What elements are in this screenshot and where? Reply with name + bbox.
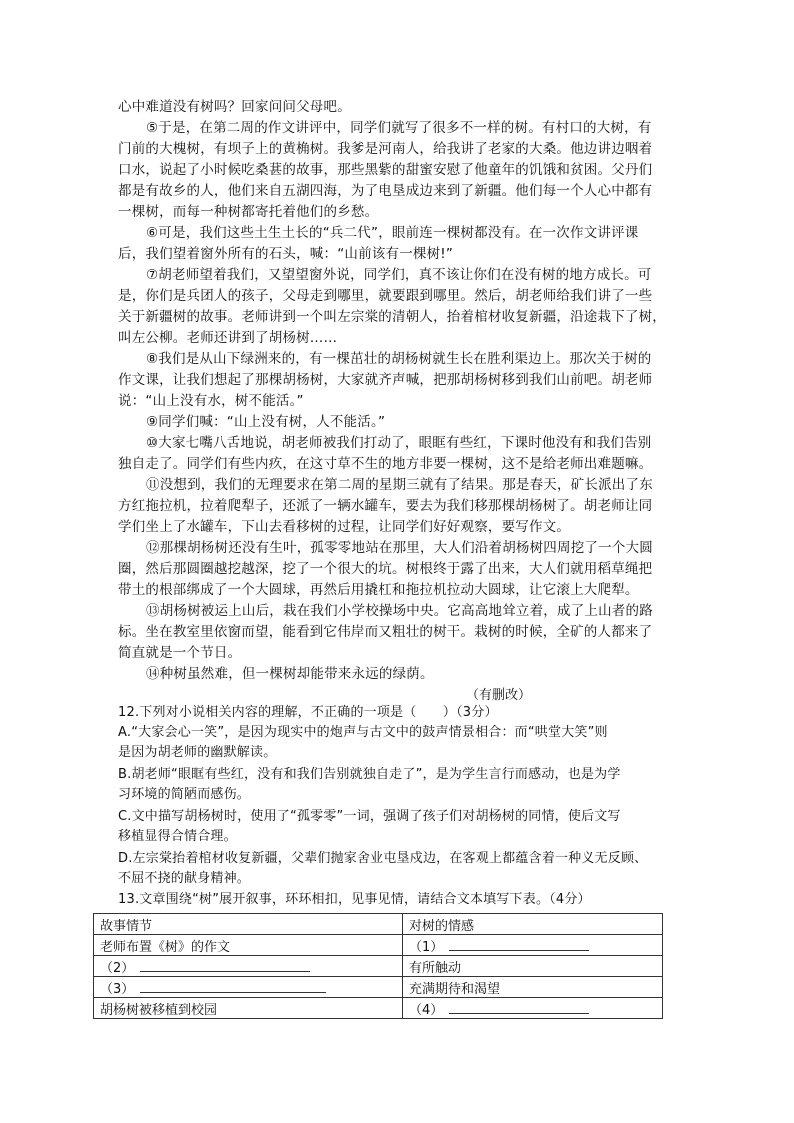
passage-line: ⑨同学们喊：“山上没有树，人不能活。” <box>146 414 386 430</box>
passage-line: 作文课，让我们想起了那棵胡杨树，大家就齐声喊，把那胡杨树移到我们山前吧。胡老师 <box>118 372 653 388</box>
passage-line: 都是有故乡的人，他们来自五湖四海，为了电垦成边来到了新疆。他们每一个人心中都有 <box>118 183 653 199</box>
passage-line: ⑥可是，我们这些土生土长的“兵二代”，眼前连一棵树都没有。在一次作文讲评课 <box>146 225 639 241</box>
table-cell <box>403 977 663 998</box>
table-cell <box>403 935 663 956</box>
table-header: 故事情节 <box>94 914 403 935</box>
cell-text: 充满期待和渴望 <box>409 981 501 997</box>
option-d: D.左宗棠抬着棺材收复新疆，父辈们抛家舍业屯垦戍边，在客观上都蕴含着一种义无反顾、 <box>118 851 648 866</box>
answer-blank-3[interactable] <box>140 980 326 993</box>
passage-line: 方红拖拉机，拉着爬犁子，还派了一辆水罐车，要去为我们移那棵胡杨树了。胡老师让同 <box>118 498 653 514</box>
table-cell <box>403 998 663 1019</box>
option-c: C.文中描写胡杨树时，使用了“孤零零”一词，强调了孩子们对胡杨树的同情，使后文写 <box>118 809 621 824</box>
table-row <box>94 935 663 956</box>
passage-line: 标。坐在教室里依窗而望，能看到它伟岸而又粗壮的树干。栽树的时候，全矿的人都来了 <box>118 624 653 640</box>
passage-line: ⑫那棵胡杨树还没有生叶，孤零零地站在那里，大人们沿着胡杨树四周挖了一个大圆 <box>146 540 653 556</box>
table-row <box>94 956 663 977</box>
passage-line: 说：“山上没有水，树不能活。” <box>118 393 304 409</box>
option-a: A.“大家会心一笑”，是因为现实中的炮声与古文中的鼓声情景相合：而“哄堂大笑”则 <box>118 725 608 740</box>
table-header: 对树的情感 <box>403 914 663 935</box>
table-row <box>94 998 663 1019</box>
cell-text: （3） <box>100 981 135 997</box>
cell-text: （1） <box>409 939 444 955</box>
cell-text: （4） <box>409 1002 444 1018</box>
table-header-row <box>94 914 663 935</box>
passage-line: 心中难道没有树吗？回家问问父母吧。 <box>118 99 351 115</box>
attribution: （有删改） <box>466 688 532 703</box>
passage-line: ⑤于是，在第二周的作文讲评中，同学们就写了很多不一样的树。有村口的大树，有 <box>146 120 652 136</box>
option-b: B.胡老师“眼眶有些红，没有和我们告别就独自走了”，是为学生言行而感动，也是为学 <box>118 767 621 782</box>
passage-line: 学们坐上了水罐车，下山去看移树的过程，让同学们好好观察，要写作文。 <box>118 519 571 535</box>
option-d-cont: 不屈不挠的献身精神。 <box>118 871 251 886</box>
answer-table <box>93 913 663 1019</box>
cell-text: 有所触动 <box>409 960 462 976</box>
passage-line: 是，你们是兵团人的孩子，父母走到哪里，就要跟到哪里。然后，胡老师给我们讲了一些 <box>118 288 653 304</box>
passage-line: ⑪没想到，我们的无理要求在第二周的星期三就有了结果。那是春天，矿长派出了东 <box>146 477 653 493</box>
option-a-cont: 是因为胡老师的幽默解读。 <box>118 745 277 760</box>
passage-line: ⑧我们是从山下绿洲来的，有一棵茁壮的胡杨树就生长在胜利渠边上。那次关于树的 <box>146 351 652 367</box>
passage-line: 简直就是一个节日。 <box>118 645 242 661</box>
option-b-cont: 习环境的简陋而感伤。 <box>118 787 251 802</box>
question-12-stem: 12.下列对小说相关内容的理解，不正确的一项是（ ）（3分） <box>118 705 498 720</box>
table-row <box>94 977 663 998</box>
table-cell <box>94 998 403 1019</box>
option-c-cont: 移植显得合情合理。 <box>118 829 237 844</box>
passage-line: 门前的大槐树，有坝子上的黄桷树。我爹是河南人，给我讲了老家的大桑。他边讲边咽着 <box>118 141 653 157</box>
question-13-stem: 13.文章围绕“树”展开叙事，环环相扣，见事见情，请结合文本填写下表。（4分） <box>118 892 591 907</box>
passage-line: ⑦胡老师望着我们，又望望窗外说，同学们，真不该让你们在没有树的地方成长。可 <box>146 267 652 283</box>
answer-blank-2[interactable] <box>140 959 310 972</box>
table-cell <box>94 977 403 998</box>
passage-line: 关于新疆树的故事。老师讲到一个叫左宗棠的清朝人，抬着棺材收复新疆，沿途栽下了树， <box>118 309 666 325</box>
cell-text: （2） <box>100 960 135 976</box>
cell-text: 老师布置《树》的作文 <box>100 939 231 955</box>
table-cell <box>403 956 663 977</box>
answer-blank-1[interactable] <box>449 938 589 951</box>
passage-line: 一棵树，而每一种树都寄托着他们的乡愁。 <box>118 204 379 220</box>
passage-line: 带土的根部绑成了一个大圆球，再然后用撬杠和拖拉机拉动大圆球，让它滚上大爬犁。 <box>118 582 639 598</box>
table-cell <box>94 956 403 977</box>
table-cell <box>94 935 403 956</box>
passage-line: ⑭种树虽然难，但一棵树却能带来永远的绿荫。 <box>146 666 434 682</box>
cell-text: 胡杨树被移植到校园 <box>100 1002 218 1018</box>
answer-blank-4[interactable] <box>449 1001 589 1014</box>
passage-line: 叫左公柳。老师还讲到了胡杨树…… <box>118 330 338 346</box>
passage-line: 后，我们望着窗外所有的石头，喊：“山前该有一棵树!” <box>118 246 454 262</box>
passage-line: 独自走了。同学们有些内疚，在这寸草不生的地方非要一棵树，这不是给老师出难题嘛。 <box>118 456 653 472</box>
passage-line: 圈，然后那圆圈越挖越深，挖了一个很大的坑。树根终于露了出来，大人们就用稻草绳把 <box>118 561 653 577</box>
passage-line: ⑩大家七嘴八舌地说，胡老师被我们打动了，眼眶有些红，下课时他没有和我们告别 <box>146 435 652 451</box>
passage-line: ⑬胡杨树被运上山后，栽在我们小学校操场中央。它高高地耸立着，成了上山者的路 <box>146 603 653 619</box>
passage-line: 口水，说起了小时候吃桑葚的故事，那些黑紫的甜蜜安慰了他童年的饥饿和贫困。父丹们 <box>118 162 653 178</box>
